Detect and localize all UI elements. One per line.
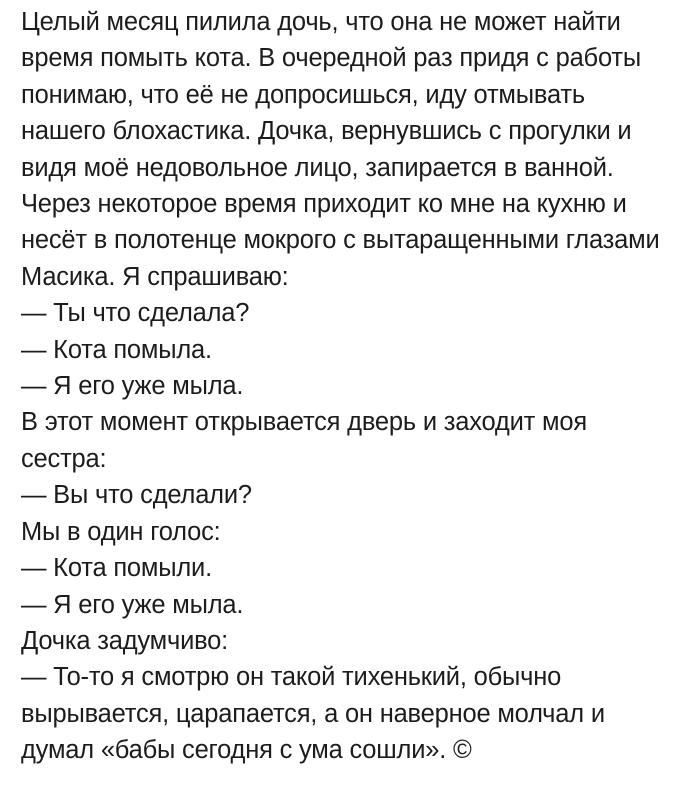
dialogue-line: — Кота помыли. — [21, 554, 212, 583]
dialogue-line: — Вы что сделали? — [21, 481, 252, 510]
paragraph-narration: Дочка задумчиво: — [21, 626, 229, 655]
dialogue-line: — То-то я смотрю он такой тихенький, обычно вырывается, царапается, а он наверное молчал и думал «бабы сегодня с ума сошли». © — [21, 663, 605, 765]
dialogue-line: — Кота помыла. — [21, 335, 212, 364]
dialogue-line: — Ты что сделала? — [21, 299, 250, 328]
paragraph-intro: Целый месяц пилила дочь, что она не может найти время помыть кота. В очередной раз придя с работы понимаю, что её не допросишься, иду отмывать нашего блохастика. Дочка, вернувшись с прогулки и видя моё недовольное лицо, запирается в ванной. Через некоторое время приходит ко мне на кухню и несёт в полотенце мокрого с вытаращенными глазами Масика. Я спрашиваю: — [21, 8, 660, 291]
dialogue-line: — Я его уже мыла. — [21, 590, 244, 619]
paragraph-narration: Мы в один голос: — [21, 517, 221, 546]
paragraph-narration: В этот момент открывается дверь и заходит моя сестра: — [21, 408, 587, 473]
dialogue-line: — Я его уже мыла. — [21, 372, 244, 401]
